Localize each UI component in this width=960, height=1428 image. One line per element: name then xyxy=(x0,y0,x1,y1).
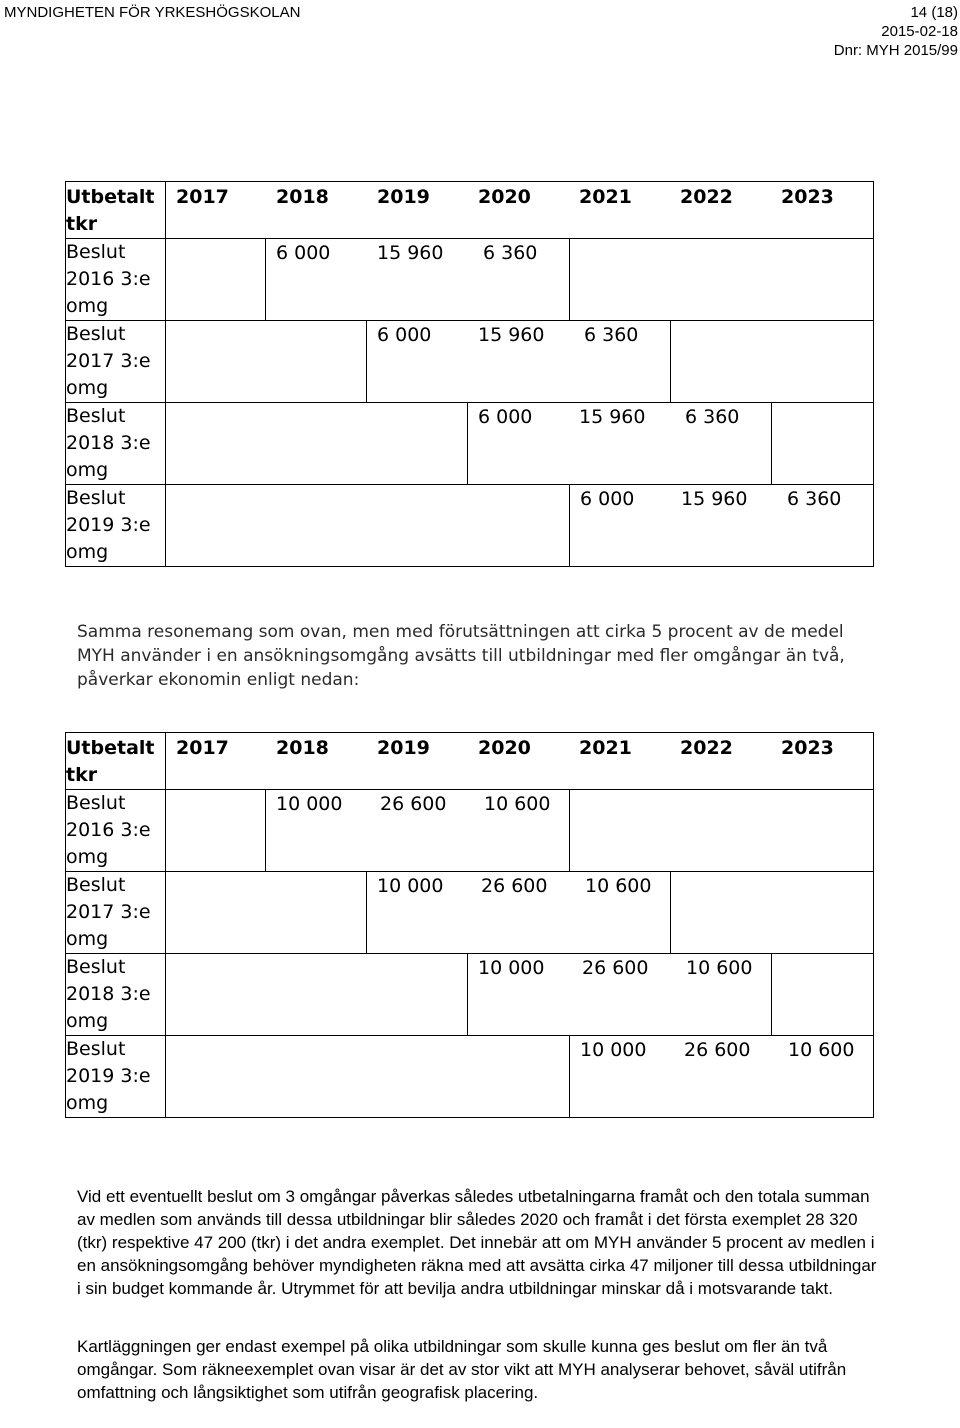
paragraph-scenario: Samma resonemang som ovan, men med förutsättningen att cirka 5 procent av de medel MYH använder i en ansökningsomgång avsätts till utbildningar med fler omgångar än två, påverkar ekonomin enligt nedan: xyxy=(77,622,845,690)
year-header: 2022 xyxy=(680,737,733,759)
value: 26 600 xyxy=(684,1039,751,1061)
row-label-line: Beslut xyxy=(66,487,126,509)
value-cell xyxy=(468,954,772,1036)
row-label xyxy=(66,872,166,954)
corner-line: Utbetalt xyxy=(66,186,155,208)
value-cell xyxy=(367,872,671,954)
year-header: 2018 xyxy=(276,186,329,208)
value: 10 000 xyxy=(377,875,444,897)
value: 6 360 xyxy=(685,406,740,428)
value: 10 000 xyxy=(478,957,545,979)
value: 10 600 xyxy=(585,875,652,897)
year-header: 2017 xyxy=(176,737,229,759)
year-header-row xyxy=(166,733,874,790)
row-label-line: Beslut xyxy=(66,792,126,814)
row-label-line: Beslut xyxy=(66,1038,126,1060)
document-date: 2015-02-18 xyxy=(881,23,958,40)
row-label-line: omg xyxy=(66,846,109,868)
table-row xyxy=(66,790,874,872)
value: 10 600 xyxy=(686,957,753,979)
value: 6 000 xyxy=(276,242,331,264)
row-label-line: omg xyxy=(66,1092,109,1114)
year-header-row xyxy=(166,182,874,239)
value: 10 600 xyxy=(788,1039,855,1061)
year-header: 2020 xyxy=(478,186,531,208)
document-reference: Dnr: MYH 2015/99 xyxy=(833,42,958,59)
value: 10 600 xyxy=(484,793,551,815)
empty-cell xyxy=(166,872,367,954)
payout-table-1 xyxy=(65,181,874,567)
row-label-line: 2018 3:e xyxy=(66,983,151,1005)
empty-cell xyxy=(166,1036,570,1118)
value-cell xyxy=(266,790,570,872)
table-row xyxy=(66,321,874,403)
value: 6 000 xyxy=(580,488,635,510)
row-label xyxy=(66,239,166,321)
table-corner-header xyxy=(66,733,166,790)
empty-cell xyxy=(166,239,266,321)
corner-line: tkr xyxy=(66,213,98,235)
value-cell xyxy=(570,485,874,567)
empty-cell xyxy=(166,403,468,485)
value: 15 960 xyxy=(478,324,545,346)
table-row xyxy=(66,872,874,954)
row-label xyxy=(66,954,166,1036)
value: 6 360 xyxy=(584,324,639,346)
value-cell xyxy=(468,403,772,485)
page-number: 14 (18) xyxy=(910,4,958,21)
row-label-line: 2018 3:e xyxy=(66,432,151,454)
organization-name: MYNDIGHETEN FÖR YRKESHÖGSKOLAN xyxy=(4,4,301,21)
year-header: 2022 xyxy=(680,186,733,208)
row-label-line: Beslut xyxy=(66,405,126,427)
row-label-line: Beslut xyxy=(66,323,126,345)
table-row xyxy=(66,485,874,567)
year-header: 2021 xyxy=(579,737,632,759)
empty-cell xyxy=(772,954,874,1036)
row-label-line: omg xyxy=(66,295,109,317)
row-label-line: Beslut xyxy=(66,956,126,978)
year-header: 2021 xyxy=(579,186,632,208)
payout-table-2 xyxy=(65,732,874,1118)
row-label-line: omg xyxy=(66,1010,109,1032)
paragraph-conclusion: Vid ett eventuellt beslut om 3 omgångar påverkas således utbetalningarna framåt och den totala summan av medlen som används till dessa utbildningar blir således 2020 och framåt i det första exemplet 28 320 (tkr) respektive 47 200 (tkr) i det andra exemplet. Det innebär att om MYH använder 5 procent av medlen i en ansökningsomgång behöver myndigheten räkna med att avsätta cirka 47 miljoner till dessa utbildningar i sin budget kommande år. Utrymmet för att bevilja andra utbildningar minskar då i motsvarande takt. xyxy=(77,1187,877,1298)
row-label-line: 2016 3:e xyxy=(66,819,151,841)
corner-line: Utbetalt xyxy=(66,737,155,759)
value-cell xyxy=(266,239,570,321)
empty-cell xyxy=(570,239,874,321)
table-row xyxy=(66,403,874,485)
year-header: 2019 xyxy=(377,186,430,208)
value-cell xyxy=(367,321,671,403)
value: 6 360 xyxy=(483,242,538,264)
value-cell xyxy=(570,1036,874,1118)
row-label-line: Beslut xyxy=(66,241,126,263)
value: 10 000 xyxy=(276,793,343,815)
value: 15 960 xyxy=(377,242,444,264)
row-label-line: 2019 3:e xyxy=(66,1065,151,1087)
value: 10 000 xyxy=(580,1039,647,1061)
row-label xyxy=(66,1036,166,1118)
row-label xyxy=(66,790,166,872)
value: 15 960 xyxy=(579,406,646,428)
row-label xyxy=(66,485,166,567)
value: 6 000 xyxy=(478,406,533,428)
row-label-line: omg xyxy=(66,541,109,563)
year-header: 2018 xyxy=(276,737,329,759)
empty-cell xyxy=(166,485,570,567)
empty-cell xyxy=(671,872,874,954)
row-label-line: 2017 3:e xyxy=(66,901,151,923)
row-label-line: 2019 3:e xyxy=(66,514,151,536)
empty-cell xyxy=(772,403,874,485)
row-label-line: omg xyxy=(66,459,109,481)
corner-line: tkr xyxy=(66,764,98,786)
value: 26 600 xyxy=(481,875,548,897)
value: 6 360 xyxy=(787,488,842,510)
empty-cell xyxy=(166,790,266,872)
year-header: 2017 xyxy=(176,186,229,208)
empty-cell xyxy=(570,790,874,872)
row-label-line: 2017 3:e xyxy=(66,350,151,372)
row-label-line: omg xyxy=(66,377,109,399)
empty-cell xyxy=(671,321,874,403)
table-row xyxy=(66,1036,874,1118)
row-label xyxy=(66,321,166,403)
year-header: 2020 xyxy=(478,737,531,759)
table-row xyxy=(66,239,874,321)
empty-cell xyxy=(166,321,367,403)
value: 26 600 xyxy=(582,957,649,979)
paragraph-summary: Kartläggningen ger endast exempel på olika utbildningar som skulle kunna ges beslut om fler än två omgångar. Som räkneexemplet ovan visar är det av stor vikt att MYH analyserar behovet, såväl utifrån omfattning och långsiktighet som utifrån geografisk placering. xyxy=(77,1337,847,1402)
table-corner-header xyxy=(66,182,166,239)
value: 15 960 xyxy=(681,488,748,510)
row-label-line: omg xyxy=(66,928,109,950)
row-label-line: Beslut xyxy=(66,874,126,896)
row-label xyxy=(66,403,166,485)
row-label-line: 2016 3:e xyxy=(66,268,151,290)
value: 26 600 xyxy=(380,793,447,815)
year-header: 2023 xyxy=(781,737,834,759)
year-header: 2023 xyxy=(781,186,834,208)
value: 6 000 xyxy=(377,324,432,346)
empty-cell xyxy=(166,954,468,1036)
year-header: 2019 xyxy=(377,737,430,759)
table-row xyxy=(66,954,874,1036)
